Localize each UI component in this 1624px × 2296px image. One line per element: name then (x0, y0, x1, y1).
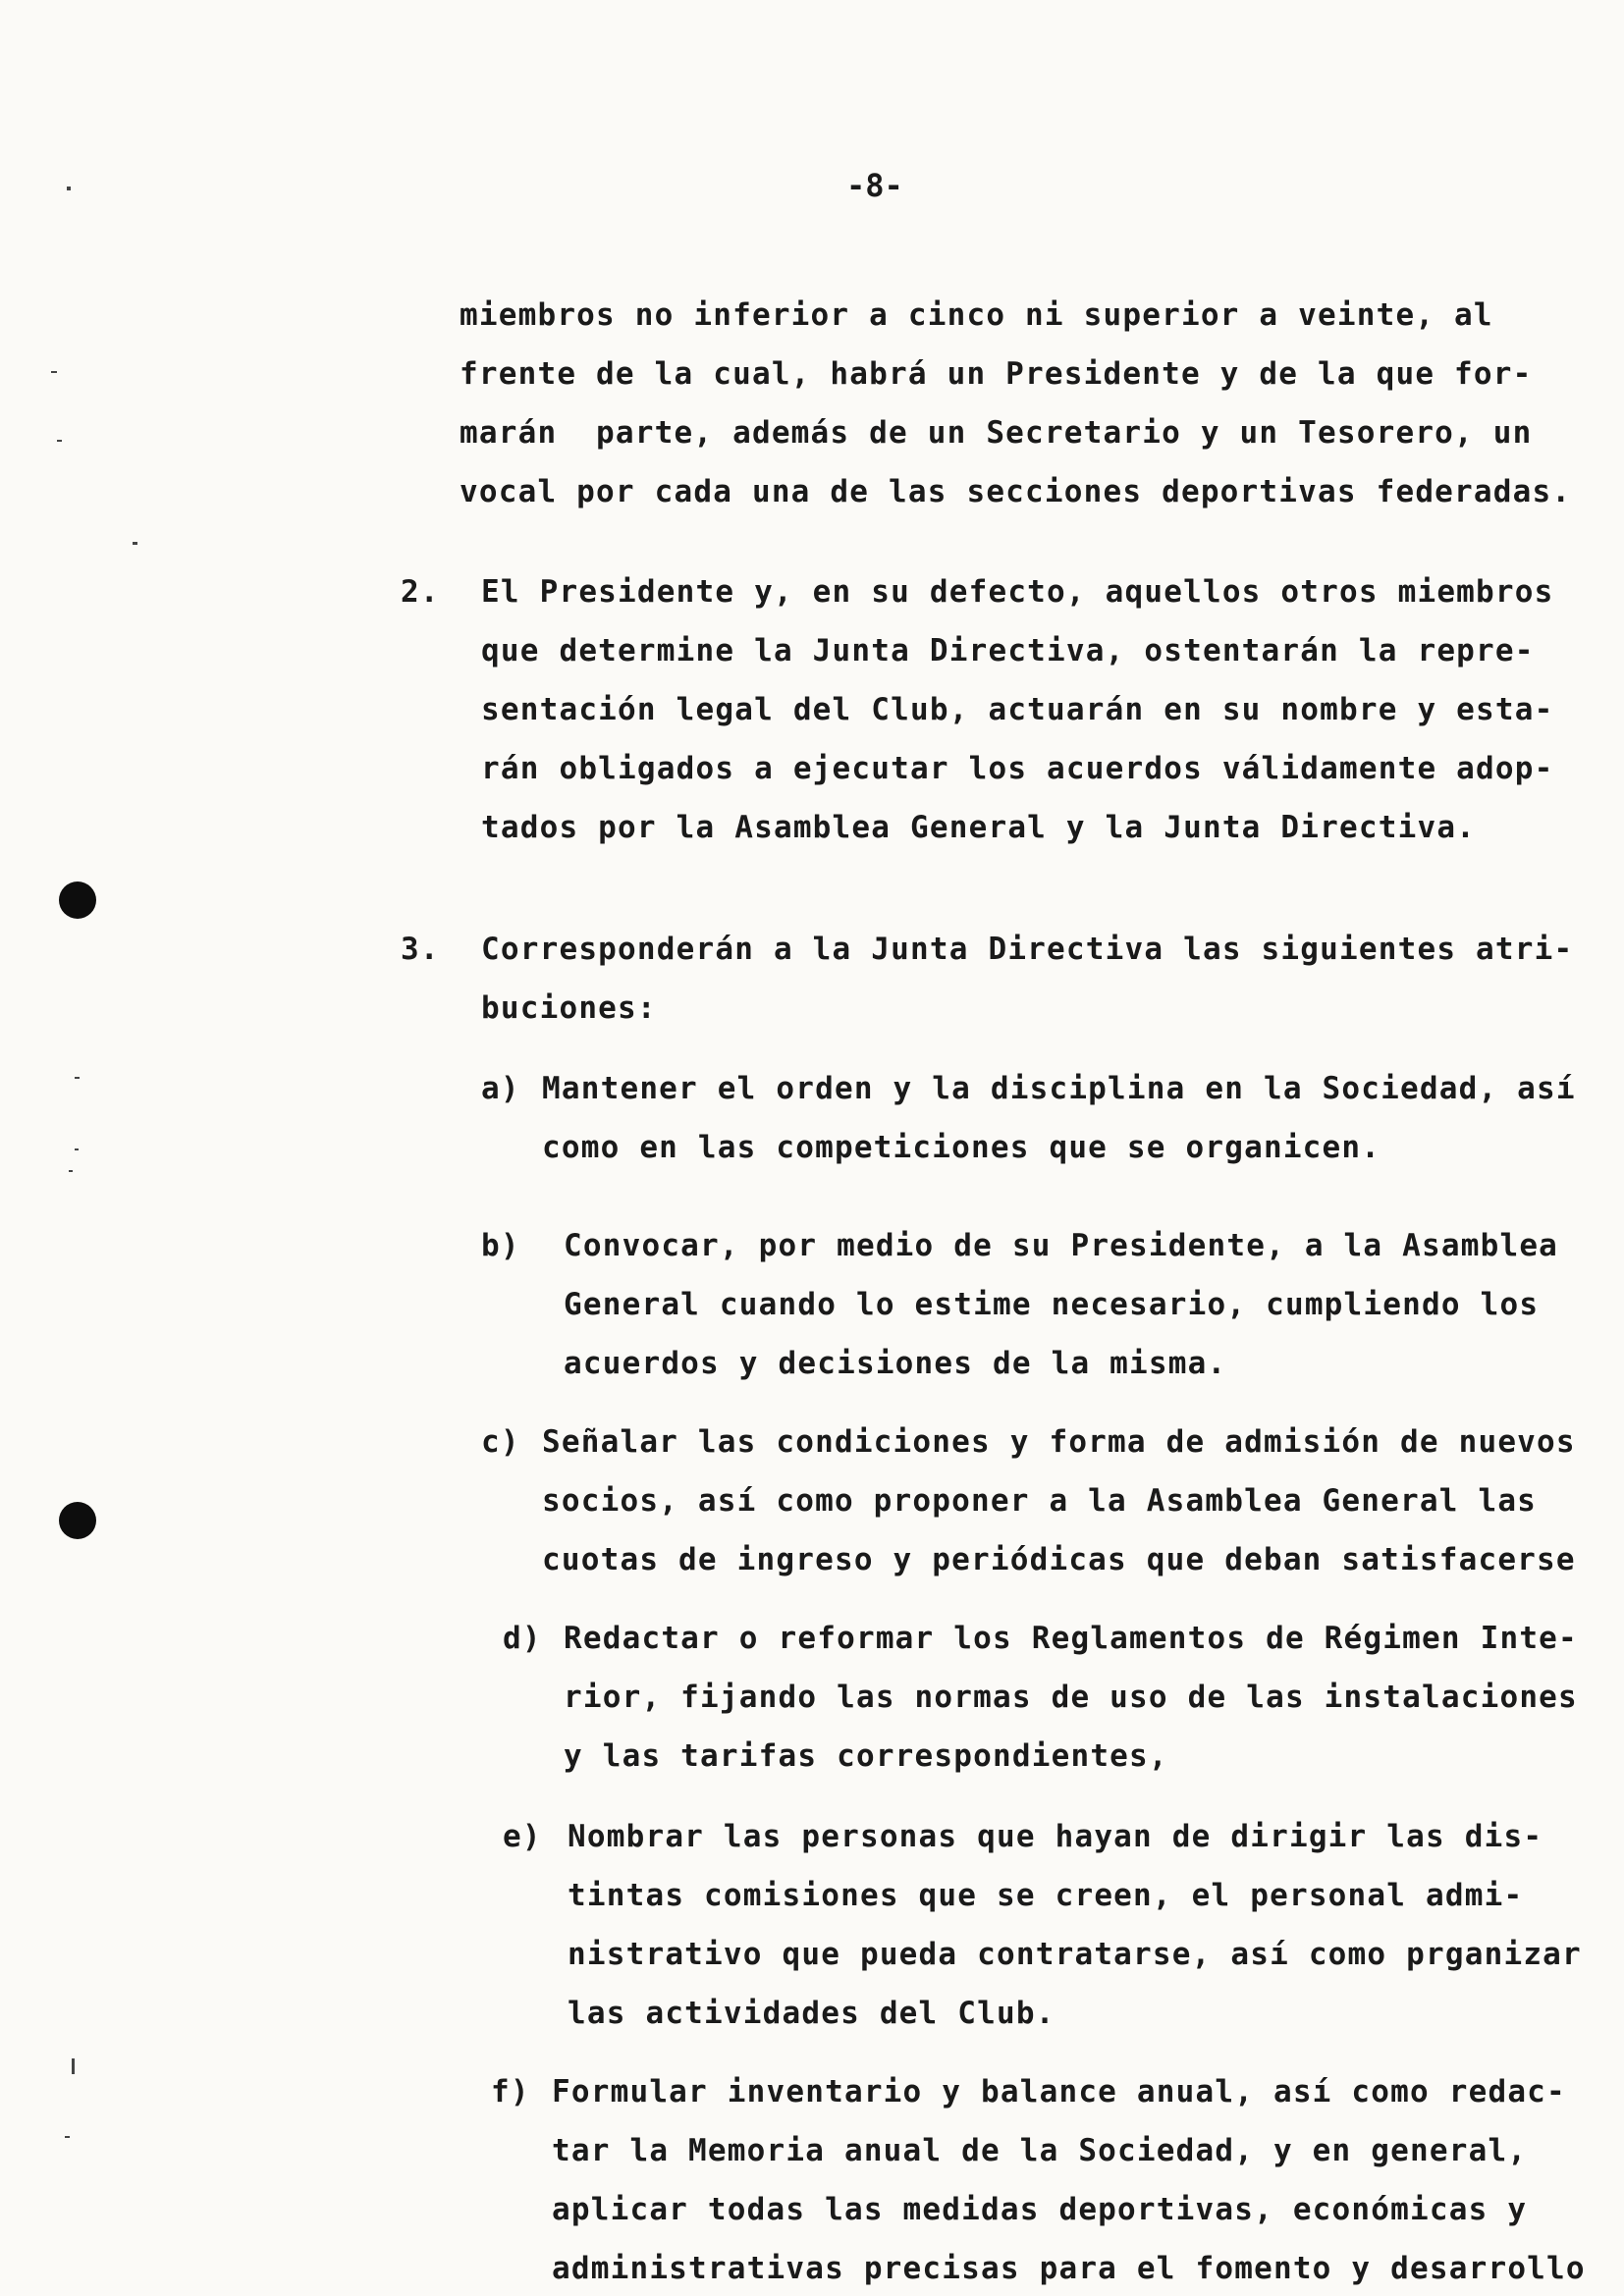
margin-speck (72, 2058, 75, 2074)
item-2-line: que determine la Junta Directiva, ostentarán la repre- (481, 633, 1535, 668)
margin-speck (69, 1170, 73, 1172)
margin-speck (51, 371, 57, 373)
subitem-e-letter: e) (503, 1819, 542, 1854)
subitem-a-letter: a) (481, 1071, 520, 1106)
subitem-f-line: administrativas precisas para el fomento y desarrollo (552, 2251, 1586, 2286)
margin-speck (133, 542, 137, 545)
item-3-line: Corresponderán a la Junta Directiva las siguientes atri- (481, 932, 1574, 967)
subitem-d-letter: d) (503, 1621, 542, 1656)
subitem-b-line: Convocar, por medio de su Presidente, a la Asamblea (564, 1228, 1559, 1263)
item-3-number: 3. (401, 932, 440, 967)
intro-line: miembros no inferior a cinco ni superior a veinte, al (460, 297, 1493, 333)
subitem-b-line: acuerdos y decisiones de la misma. (564, 1346, 1227, 1381)
intro-line: frente de la cual, habrá un Presidente y de la que for- (460, 356, 1533, 392)
punch-hole-bottom (59, 1502, 96, 1539)
subitem-f-line: tar la Memoria anual de la Sociedad, y en general, (552, 2133, 1528, 2168)
subitem-f-letter: f) (491, 2074, 530, 2109)
subitem-b-letter: b) (481, 1228, 520, 1263)
subitem-e-line: las actividades del Club. (568, 1996, 1056, 2031)
subitem-b-line: General cuando lo estime necesario, cumpliendo los (564, 1287, 1540, 1322)
subitem-a-line: como en las competiciones que se organicen. (542, 1130, 1381, 1165)
page-number: -8- (846, 167, 903, 204)
item-2-line: El Presidente y, en su defecto, aquellos otros miembros (481, 574, 1554, 610)
subitem-c-line: Señalar las condiciones y forma de admisión de nuevos (542, 1424, 1576, 1460)
item-2-line: rán obligados a ejecutar los acuerdos válidamente adop- (481, 751, 1554, 786)
intro-line: vocal por cada una de las secciones deportivas federadas. (460, 474, 1572, 509)
subitem-e-line: Nombrar las personas que hayan de dirigir las dis- (568, 1819, 1543, 1854)
subitem-d-line: Redactar o reformar los Reglamentos de Régimen Inte- (564, 1621, 1578, 1656)
subitem-e-line: nistrativo que pueda contratarse, así como prganizar (568, 1937, 1582, 1972)
subitem-c-line: cuotas de ingreso y periódicas que deban satisfacerse (542, 1542, 1576, 1577)
subitem-f-line: Formular inventario y balance anual, así como redac- (552, 2074, 1566, 2109)
margin-speck (75, 1148, 79, 1150)
subitem-f-line: aplicar todas las medidas deportivas, económicas y (552, 2192, 1528, 2227)
subitem-c-letter: c) (481, 1424, 520, 1460)
item-2-line: sentación legal del Club, actuarán en su nombre y esta- (481, 692, 1554, 727)
subitem-d-line: rior, fijando las normas de uso de las instalaciones (564, 1680, 1578, 1715)
margin-speck (75, 1077, 80, 1079)
margin-speck (65, 2136, 70, 2138)
subitem-d-line: y las tarifas correspondientes, (564, 1738, 1168, 1774)
subitem-a-line: Mantener el orden y la disciplina en la Sociedad, así (542, 1071, 1576, 1106)
subitem-c-line: socios, así como proponer a la Asamblea General las (542, 1483, 1538, 1519)
item-2-line: tados por la Asamblea General y la Junta Directiva. (481, 810, 1477, 845)
margin-speck (57, 440, 62, 442)
item-2-number: 2. (401, 574, 440, 610)
margin-speck (67, 187, 71, 190)
subitem-e-line: tintas comisiones que se creen, el personal admi- (568, 1878, 1524, 1913)
item-3-line: buciones: (481, 990, 657, 1026)
punch-hole-top (59, 881, 96, 919)
intro-line: marán parte, además de un Secretario y un Tesorero, un (460, 415, 1533, 451)
